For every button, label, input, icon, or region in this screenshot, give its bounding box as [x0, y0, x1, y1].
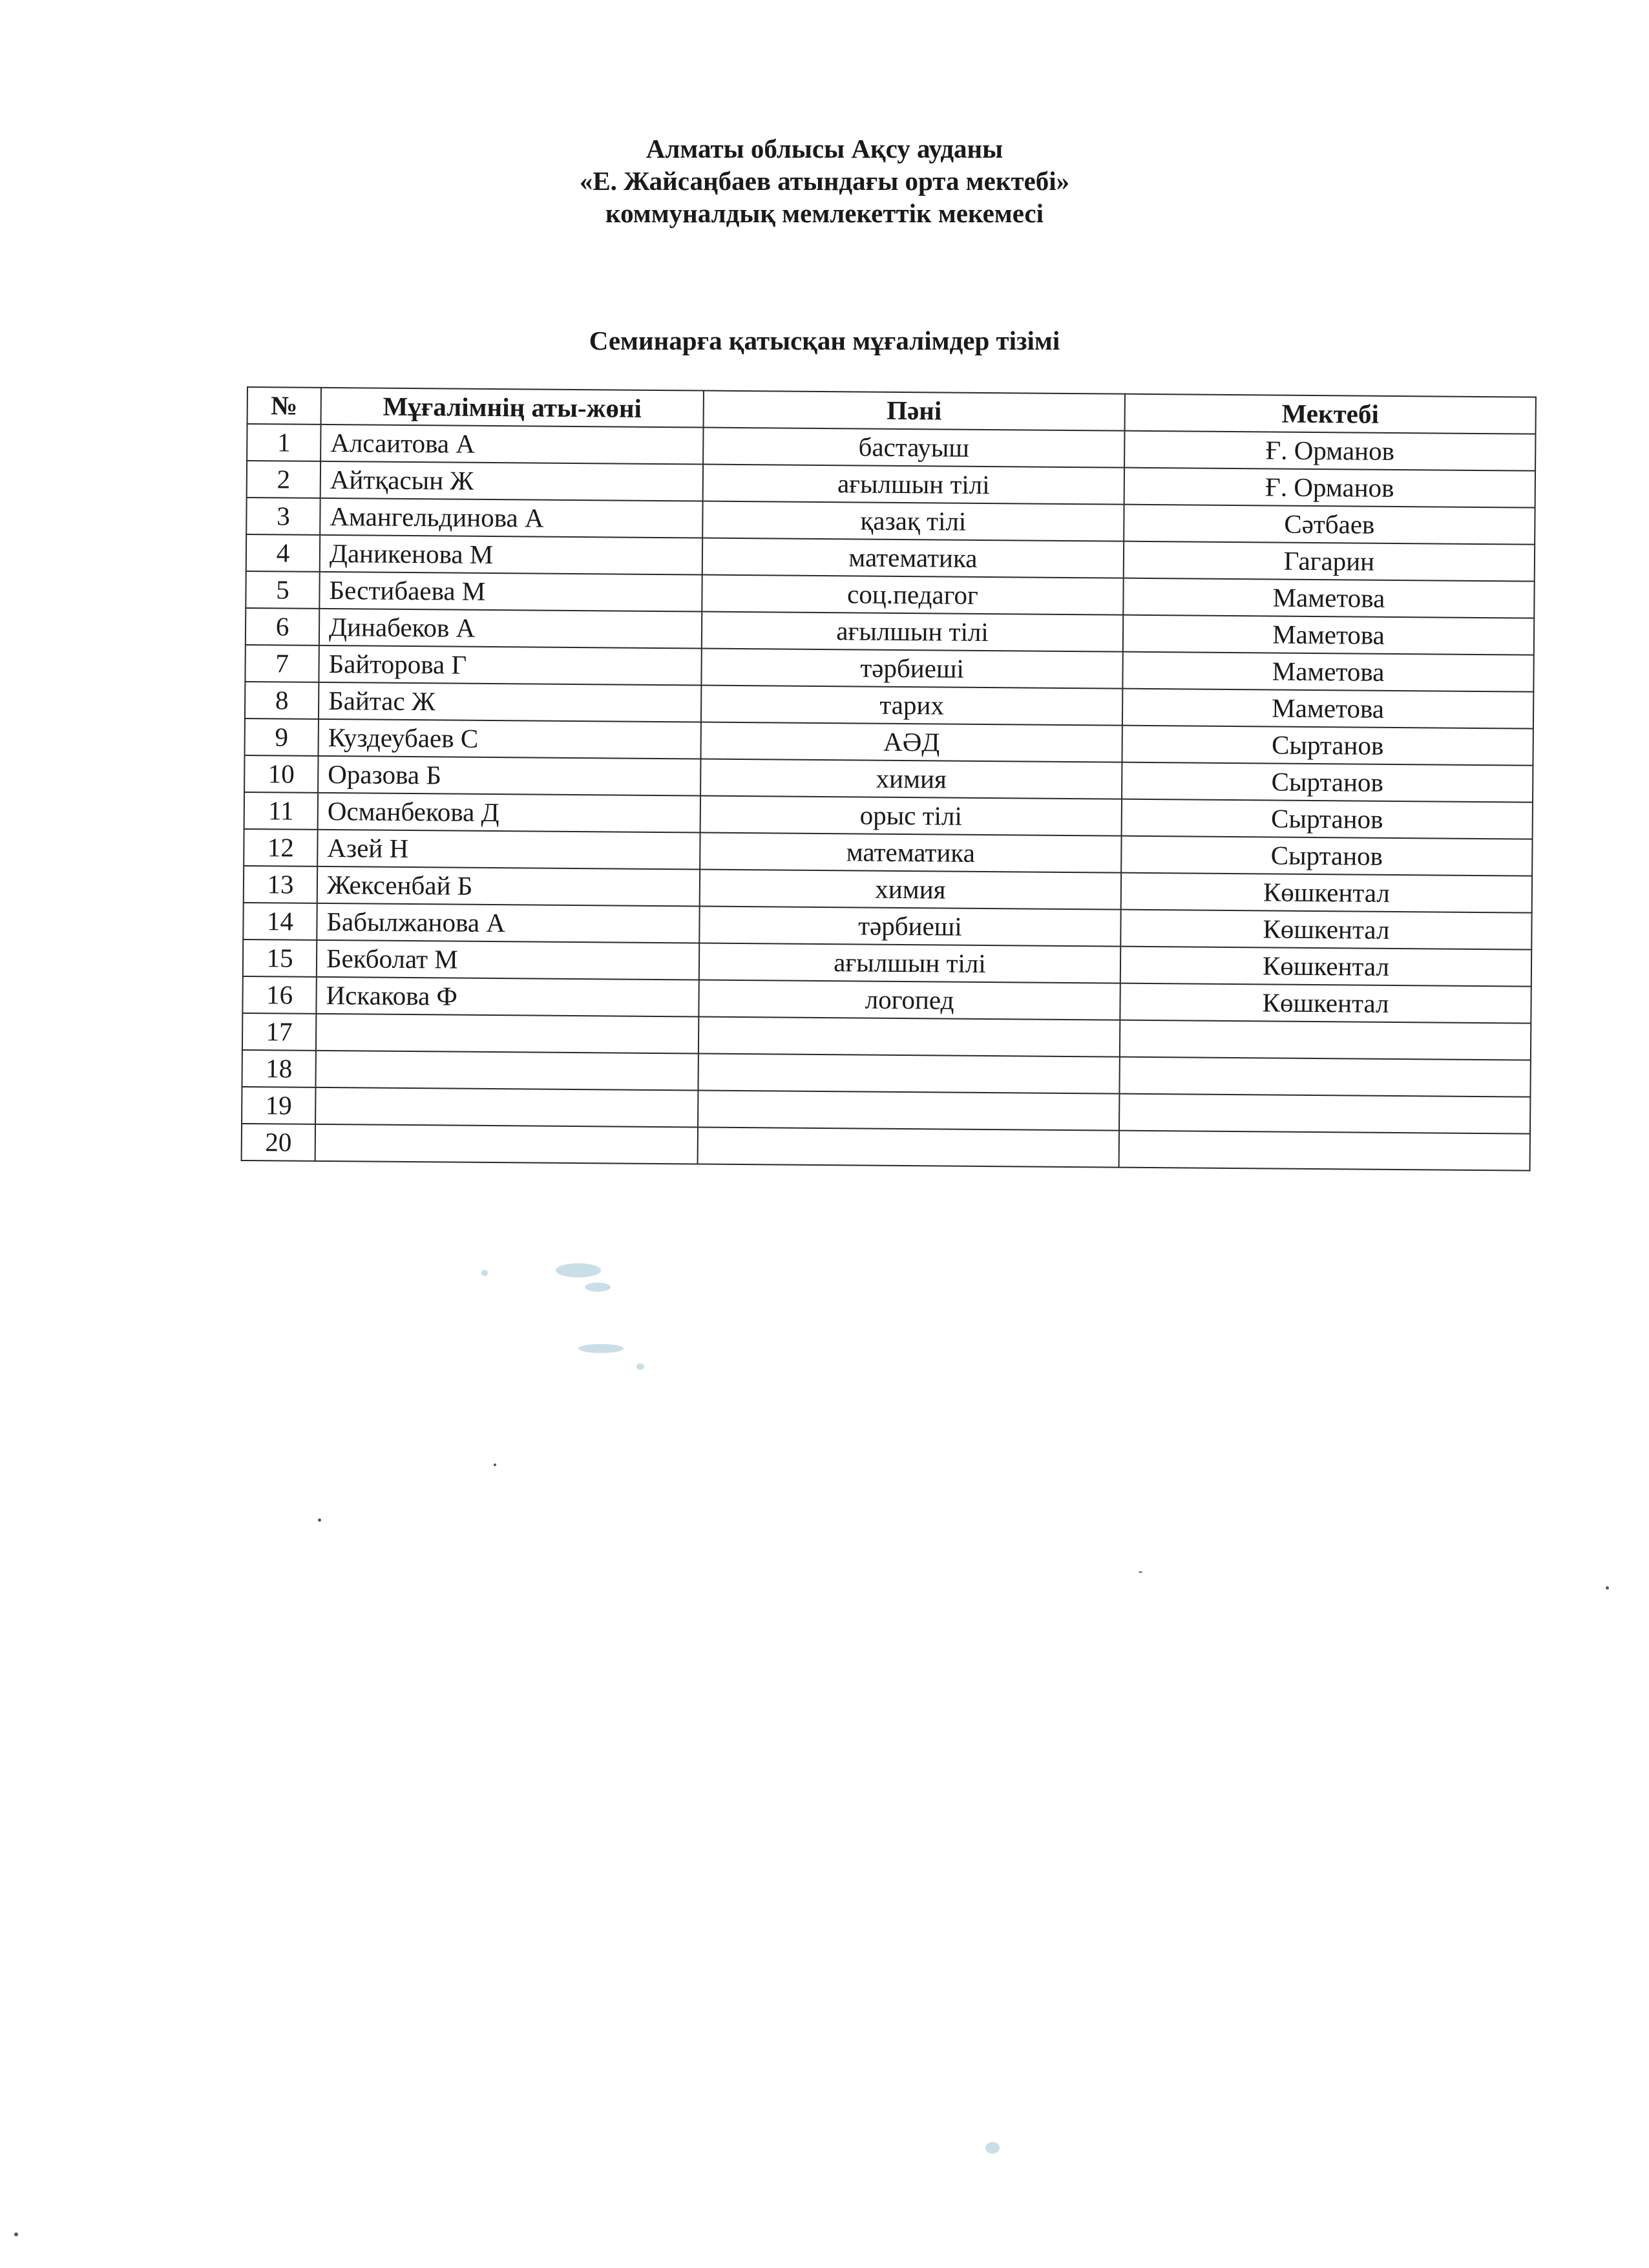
header-school-name-line: «Е. Жайсаңбаев атындағы орта мектебі»: [579, 166, 1070, 196]
school-cell: Маметова: [1122, 689, 1533, 729]
row-number-cell: 15: [243, 940, 317, 977]
subject-cell: АӘД: [700, 722, 1122, 762]
school-cell: Маметова: [1123, 615, 1534, 655]
row-number-cell: 19: [242, 1087, 315, 1124]
teacher-name-cell: [315, 1124, 698, 1164]
subject-cell: ағылшын тілі: [703, 465, 1124, 505]
teacher-name-cell: Жексенбай Б: [317, 866, 700, 907]
teacher-name-cell: Динабеков А: [319, 609, 702, 649]
subject-cell: [698, 1128, 1119, 1168]
teacher-name-cell: Азей Н: [317, 830, 700, 870]
scan-speck: [556, 1263, 601, 1277]
teachers-table: [241, 386, 1537, 1171]
teacher-name-cell: Османбекова Д: [318, 793, 700, 833]
scan-speck: [481, 1270, 488, 1276]
school-cell: [1120, 1020, 1531, 1060]
teacher-name-cell: Искакова Ф: [316, 977, 698, 1017]
row-number-cell: 3: [246, 498, 320, 535]
subject-cell: тәрбиеші: [701, 649, 1122, 689]
column-header-number: №: [247, 387, 321, 425]
column-header-teacher-name: Мұғалімнің аты-жөні: [321, 388, 704, 428]
school-cell: [1119, 1131, 1530, 1171]
school-cell: Көшкентал: [1120, 910, 1531, 950]
teacher-name-cell: [315, 1051, 698, 1091]
subject-cell: тарих: [701, 686, 1122, 726]
subject-cell: ағылшын тілі: [699, 943, 1120, 983]
scan-dot: [494, 1464, 496, 1466]
row-number-cell: 17: [242, 1013, 316, 1051]
subject-cell: ағылшын тілі: [702, 612, 1123, 652]
row-number-cell: 1: [247, 424, 320, 461]
header-region-line: Алматы облысы Ақсу ауданы: [646, 134, 1003, 163]
row-number-cell: 14: [243, 903, 317, 940]
teacher-name-cell: Байторова Г: [319, 646, 701, 686]
row-number-cell: 7: [245, 645, 319, 682]
school-cell: Көшкентал: [1121, 873, 1532, 913]
teacher-name-cell: Бекболат М: [317, 940, 699, 980]
subject-cell: орыс тілі: [700, 796, 1122, 836]
row-number-cell: 5: [246, 571, 319, 609]
teacher-name-cell: Бабылжанова А: [317, 903, 699, 943]
subject-cell: химия: [700, 870, 1121, 910]
row-number-cell: 2: [247, 461, 320, 498]
document-header: [0, 132, 1649, 229]
scan-dot: [14, 2232, 18, 2236]
subject-cell: [698, 1017, 1120, 1057]
row-number-cell: 20: [242, 1124, 315, 1161]
document-title: Семинарға қатысқан мұғалімдер тізімі: [589, 326, 1060, 355]
school-cell: Ғ. Орманов: [1124, 468, 1535, 508]
row-number-cell: 11: [244, 792, 318, 830]
subject-cell: логопед: [698, 980, 1120, 1020]
column-header-subject: Пәні: [704, 391, 1125, 431]
header-institution-type-line: коммуналдық мемлекеттік мекемесі: [605, 198, 1044, 228]
subject-cell: бастауыш: [703, 428, 1124, 468]
school-cell: [1119, 1057, 1530, 1097]
school-cell: [1119, 1094, 1530, 1134]
school-cell: Маметова: [1122, 652, 1533, 692]
school-cell: Гагарин: [1124, 541, 1535, 582]
subject-cell: математика: [702, 538, 1124, 578]
teacher-name-cell: Алсаитова А: [320, 425, 703, 465]
row-number-cell: 12: [244, 829, 317, 866]
subject-cell: [698, 1054, 1119, 1094]
subject-cell: [698, 1091, 1119, 1131]
row-number-cell: 18: [242, 1050, 315, 1087]
scan-speck: [985, 2142, 1000, 2154]
row-number-cell: 4: [246, 534, 320, 572]
school-cell: Көшкентал: [1120, 947, 1531, 987]
subject-cell: математика: [700, 833, 1121, 873]
row-number-cell: 10: [244, 755, 318, 793]
teacher-name-cell: Амангельдинова А: [320, 498, 702, 538]
table-body: [242, 424, 1536, 1171]
school-cell: Сәтбаев: [1124, 505, 1535, 545]
row-number-cell: 13: [244, 866, 317, 903]
scan-dot: [318, 1518, 321, 1522]
teacher-name-cell: Куздеубаев С: [319, 719, 701, 759]
teacher-name-cell: Бестибаева М: [319, 572, 702, 612]
school-cell: Сыртанов: [1122, 726, 1533, 766]
school-cell: Ғ. Орманов: [1124, 431, 1535, 471]
teacher-name-cell: [316, 1014, 698, 1054]
column-header-school: Мектебі: [1125, 394, 1536, 434]
school-cell: Сыртанов: [1121, 836, 1532, 876]
teacher-name-cell: Байтас Ж: [319, 682, 701, 722]
school-cell: Маметова: [1123, 578, 1534, 618]
subject-cell: қазақ тілі: [702, 501, 1124, 541]
teacher-name-cell: Даникенова М: [320, 535, 702, 575]
teacher-name-cell: [315, 1087, 698, 1128]
subject-cell: тәрбиеші: [699, 907, 1120, 947]
school-cell: Сыртанов: [1122, 762, 1533, 803]
row-number-cell: 8: [245, 682, 319, 719]
school-cell: Көшкентал: [1120, 983, 1531, 1024]
row-number-cell: 9: [245, 719, 319, 756]
teacher-name-cell: Айтқасын Ж: [320, 461, 703, 501]
scan-speck: [585, 1283, 611, 1292]
school-cell: Сыртанов: [1122, 799, 1533, 839]
scan-speck: [578, 1344, 624, 1353]
row-number-cell: 16: [242, 976, 316, 1014]
scan-dot: [1139, 1571, 1142, 1573]
scan-speck: [636, 1363, 644, 1370]
row-number-cell: 6: [246, 608, 319, 646]
subject-cell: химия: [700, 759, 1122, 799]
subject-cell: соц.педагог: [702, 575, 1123, 615]
scan-dot: [1606, 1586, 1609, 1590]
teacher-name-cell: Оразова Б: [318, 756, 700, 796]
